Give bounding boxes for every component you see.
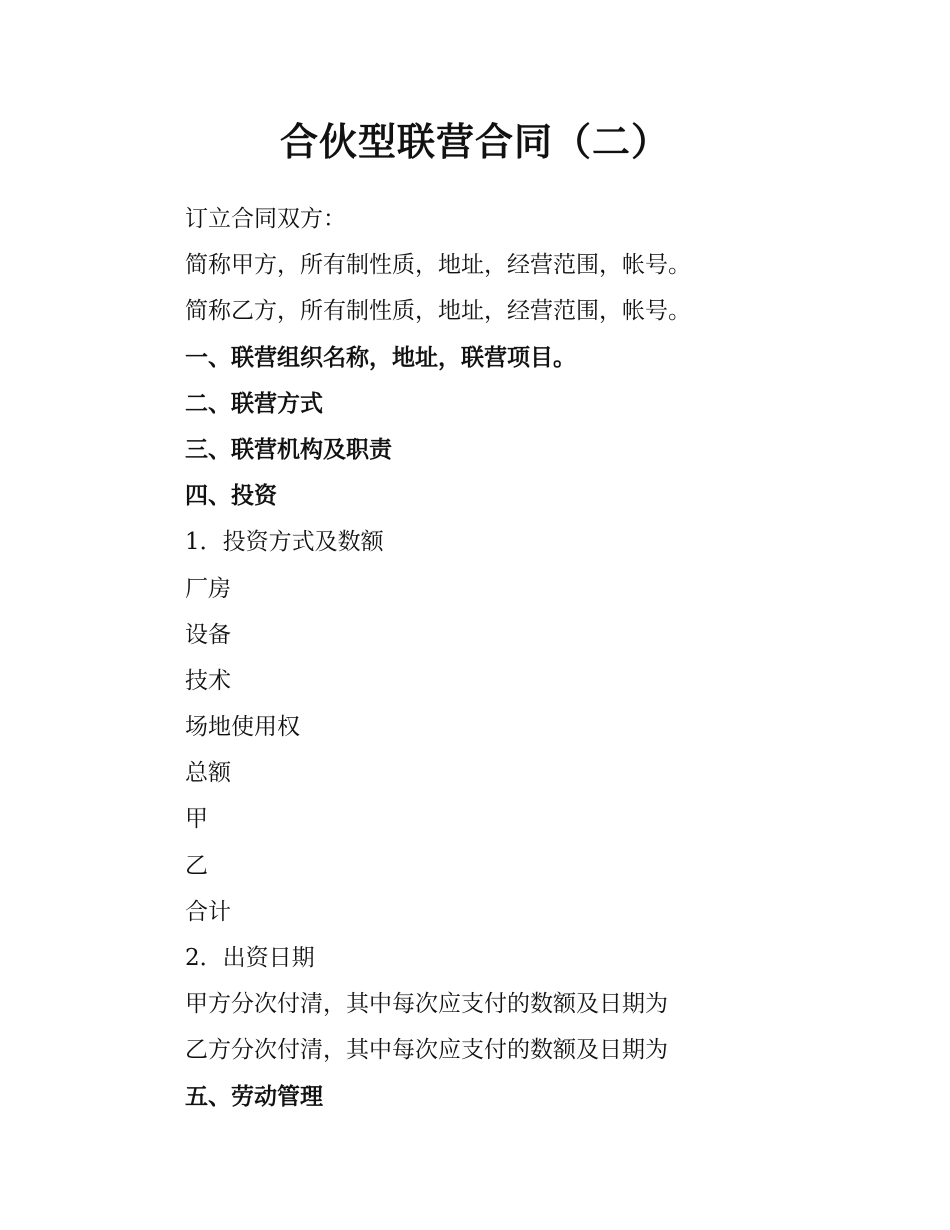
text-line: 1．投资方式及数额: [185, 529, 384, 556]
text-line: 场地使用权: [185, 714, 300, 741]
section-heading: 五、劳动管理: [185, 1083, 323, 1110]
section-heading: 三、联营机构及职责: [185, 436, 392, 463]
text-line: 技术: [185, 667, 231, 694]
text-line: 2．出资日期: [185, 945, 315, 971]
text-line: 简称甲方，所有制性质，地址，经营范围，帐号。: [185, 252, 691, 279]
text-line: 甲: [185, 806, 208, 833]
section-heading: 一、联营组织名称，地址，联营项目。: [185, 344, 576, 371]
text-line: 设备: [185, 621, 231, 648]
text-line: 乙方分次付清，其中每次应支付的数额及日期为: [185, 1037, 668, 1064]
text-line: 简称乙方，所有制性质，地址，经营范围，帐号。: [185, 298, 691, 325]
text-line: 合计: [185, 898, 231, 925]
document-body: [185, 196, 885, 1120]
text-line: 总额: [185, 760, 231, 787]
section-heading: 二、联营方式: [185, 390, 323, 417]
section-heading: 四、投资: [185, 483, 277, 510]
text-line: 甲方分次付清，其中每次应支付的数额及日期为: [185, 991, 668, 1018]
text-line: 厂房: [185, 575, 231, 602]
document-title: 合伙型联营合同（二）: [279, 120, 670, 164]
text-line: 乙: [185, 852, 208, 879]
text-line: 订立合同双方：: [185, 206, 346, 232]
